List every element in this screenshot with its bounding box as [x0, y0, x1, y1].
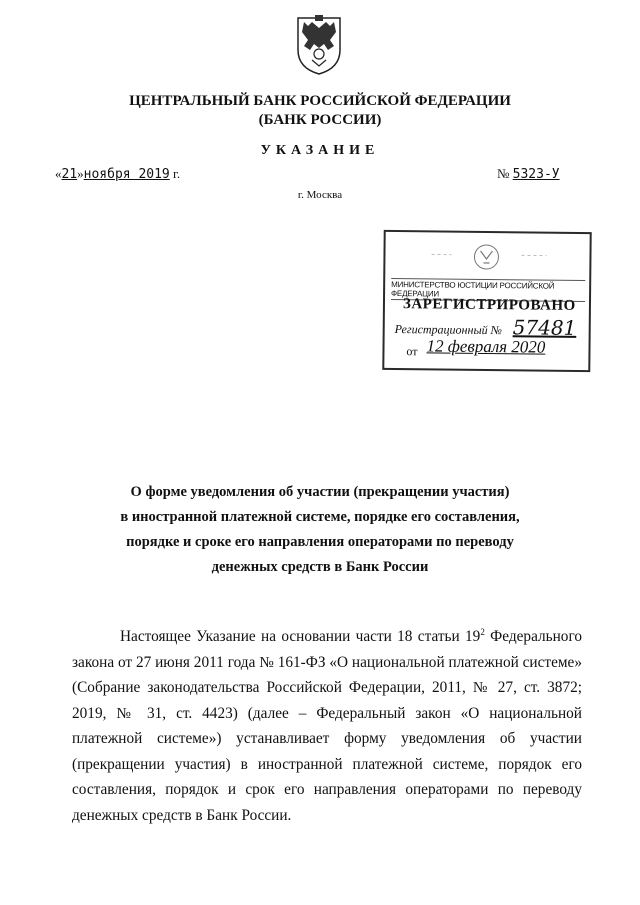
registration-stamp	[382, 230, 591, 372]
stamp-title: ЗАРЕГИСТРИРОВАНО	[402, 296, 576, 314]
title-line: денежных средств в Банк России	[211, 559, 429, 575]
date-day: 21	[61, 167, 78, 182]
date-close-quote: »	[77, 166, 84, 181]
body-part1: Настоящее Указание на основании части 18 статьи 19	[120, 628, 481, 646]
issuer-organization	[0, 92, 640, 130]
stamp-ministry: МИНИСТЕРСТВО ЮСТИЦИИ РОССИЙСКОЙ ФЕДЕРАЦИИ	[391, 278, 585, 302]
number-prefix: №	[497, 166, 510, 181]
title-line: О форме уведомления об участии (прекращении участия)	[130, 484, 510, 500]
date-suffix: г.	[173, 166, 181, 181]
stamp-emblem-icon	[391, 236, 581, 278]
stamp-reg-label: Регистрационный №	[394, 322, 503, 338]
date-open-quote: «	[55, 166, 62, 181]
city: г. Москва	[297, 189, 343, 201]
document-type: УКАЗАНИЕ	[260, 143, 380, 158]
body-paragraph	[72, 620, 582, 828]
stamp-date: 12 февраля 2020	[426, 336, 546, 357]
date-month-year: ноября 2019	[83, 167, 170, 182]
title-line: в иностранной платежной системе, порядке его составления,	[120, 509, 520, 525]
document-title	[0, 480, 640, 580]
document-number	[497, 166, 560, 182]
body-superscript: 2	[480, 627, 485, 637]
stamp-reg-number: 57481	[512, 315, 577, 340]
body-part2: Федерального закона от 27 июня 2011 года № 161-ФЗ «О национальной платежной системе» (Собрание законодательства Российской Федерации, 2011, № 27, ст. 3872; 2019, № 31, ст. 4423) (далее – Федеральный закон «О национальной платежной системе») устанавливает форму уведомления об участии (прекращении участия) в иностранной платежной системе, порядок его составления, порядок и срок его направления операторами по переводу денежных средств в Банк России.	[72, 628, 582, 824]
number-value: 5323-У	[512, 167, 560, 182]
coat-of-arms-emblem	[290, 10, 348, 76]
title-line: порядке и сроке его направления операторами по переводу	[126, 534, 514, 550]
org-name: ЦЕНТРАЛЬНЫЙ БАНК РОССИЙСКОЙ ФЕДЕРАЦИИ	[129, 93, 511, 109]
document-date	[55, 166, 180, 182]
stamp-from-label: от	[406, 344, 418, 359]
org-short-name: (БАНК РОССИИ)	[258, 112, 382, 128]
